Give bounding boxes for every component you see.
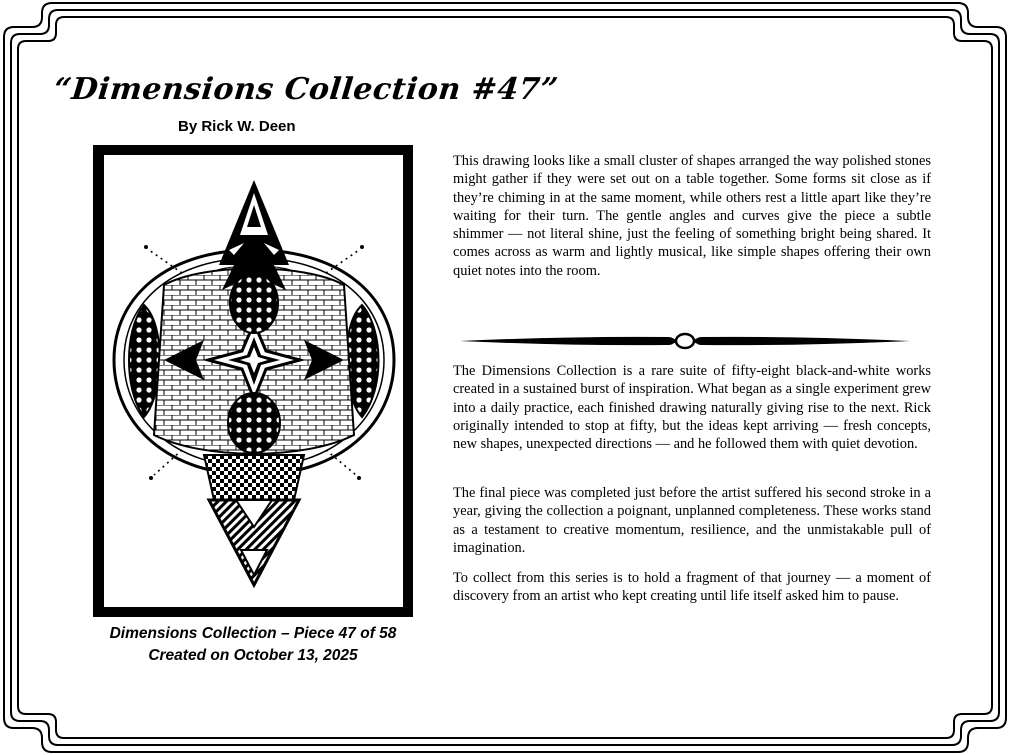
ornamental-divider bbox=[460, 330, 910, 352]
artist-byline: By Rick W. Deen bbox=[178, 118, 296, 135]
artwork-frame bbox=[93, 145, 413, 617]
artwork-caption-date: Created on October 13, 2025 bbox=[148, 647, 358, 664]
collection-paragraph: The Dimensions Collection is a rare suite of fifty-eight black-and-white works created in a sustained burst of inspiration. What began as a single experiment grew into a daily practice, each finished drawing naturally giving rise to the next. Rick originally intended to stop at fifty, but the ideas kept arriving — fresh concepts, new shapes, unexpected directions — and he followed them with quiet devotion. bbox=[453, 363, 931, 453]
page-title: “Dimensions Collection #47” bbox=[52, 72, 560, 107]
final-piece-paragraph: The final piece was completed just before the artist suffered his second stroke in a year, giving the collection a poignant, unplanned completeness. These works stand as a testament to creative momentum, resilience, and the unmistakable pull of imagination. bbox=[453, 485, 931, 556]
artwork-caption-piece: Dimensions Collection – Piece 47 of 58 bbox=[109, 625, 397, 642]
artwork-drawing bbox=[104, 155, 403, 607]
description-paragraph: This drawing looks like a small cluster of shapes arranged the way polished stones might gather if they were set out on a table together. Some forms sit close as if they’re chiming in at the same moment, while others rest a little apart like they’re waiting for their turn. The gentle angles and curves give the piece a subtle shimmer — not literal shine, just the feeling of something bright being shared. It comes across as warm and lightly musical, like simple shapes offering their own quiet notes into the room. bbox=[453, 153, 931, 279]
collect-paragraph: To collect from this series is to hold a fragment of that journey — a moment of discovery from an artist who kept creating until life itself asked him to pause. bbox=[453, 570, 931, 605]
